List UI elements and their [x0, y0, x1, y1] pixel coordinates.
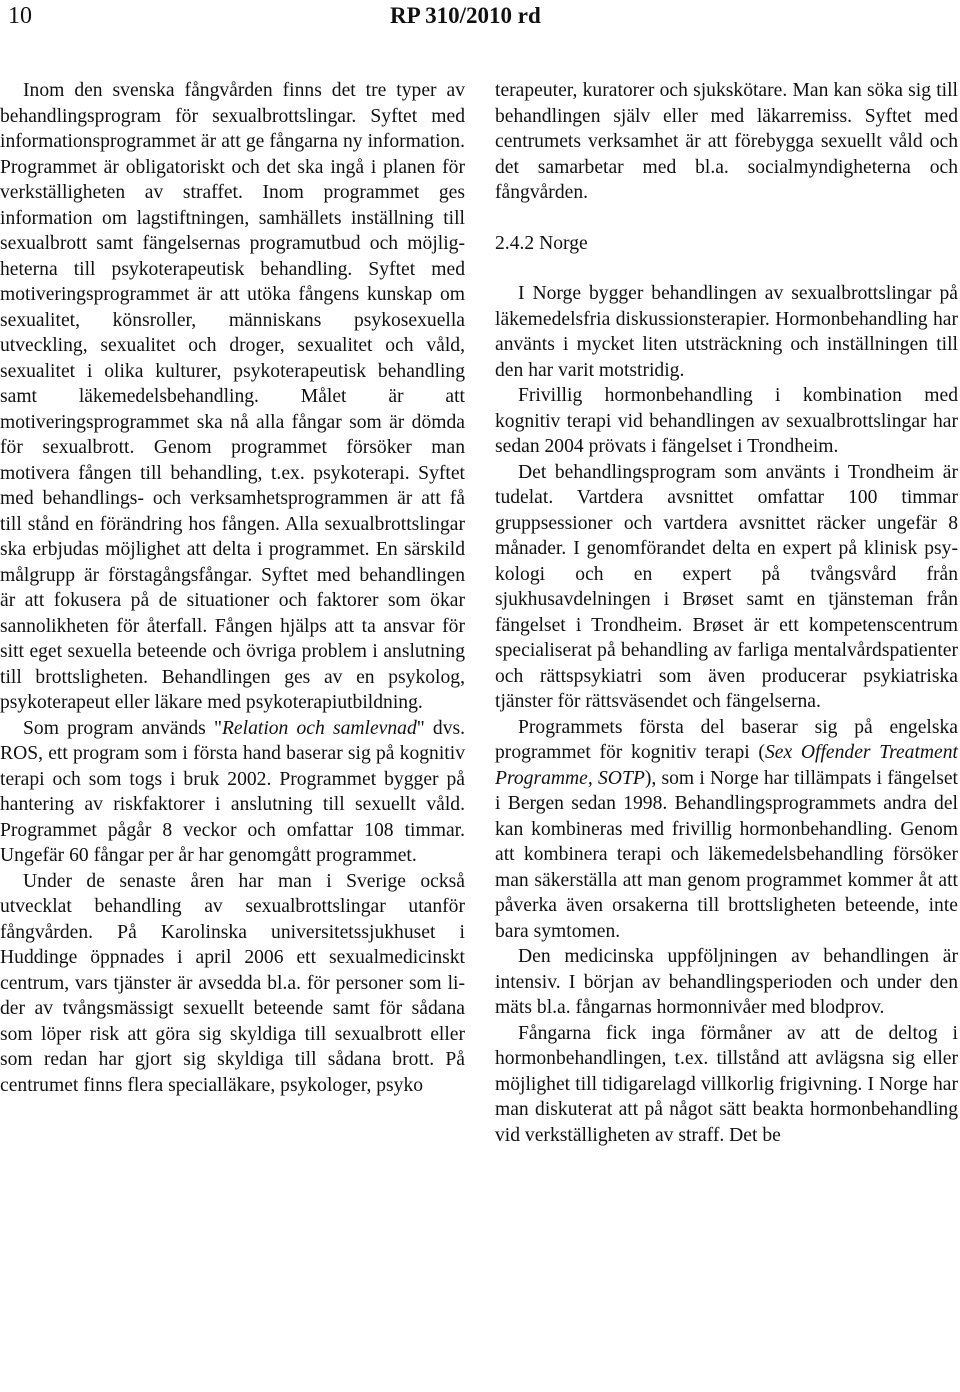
sotp-italic: Sex Offender Treatment Programme, SOTP	[495, 742, 958, 789]
paragraph-trondheim-program: Det behandlingsprogram som använts i Trondheim är tudelat. Vartdera avsnittet omfattar 100 timmar gruppsessioner och vartdera avsnittet räcker ungefär 8 månader. I genomförandet delta en expert på klinisk psykologi och en expert på tvångsvård från sjukhusavdelningen i Brøset samt en tjänsteman från fängelset i Trondheim. Brøset är ett kompetenscentrum specialiserat på behandling av farliga mentalvårdspatienter och rättspsykiatri som även producerar psykiatriska tjänster för rättsväsendet och fängelserna.	[495, 461, 958, 712]
paragraph-ros: Som program används "Relation och samlevnad" dvs. ROS, ett program som i första hand baserar sig på kognitiv terapi och som togs i bruk 2002. Programmet bygger på hantering av riskfaktorer i anslutning till sexuellt våld. Programmet pågår 8 veckor och omfattar 108 timmar. Ungefär 60 fångar per år har genomgått programmet.	[0, 717, 466, 866]
page-number: 10	[8, 3, 32, 29]
paragraph-sotp: Programmets första del baserar sig på engelska programmet för kognitiv terapi (Sex Offender Treatment Programme, SOTP), som i Norge har tillämpats i fängelset i Bergen sedan 1998. Behandlingsprogrammets andra del kan kombineras med frivillig hormonbehandling. Genom att kombinera terapi och läkemedelsbehandling försöker man säkerställa att man genom programmet kommer åt att påverka även orsakerna till brottsligheten beteende, inte bara symtomen.	[495, 716, 958, 942]
paragraph-outside-care: Under de senaste åren har man i Sverige också utvecklat behandling av sexualbrottslingar utanför fångvården. På Karolinska universitetssjukhuset i Huddinge öppnades i april 2006 ett sexualmedicinskt centrum, vars tjänster är avsedda bl.a. för personer som lider av tvångsmässigt sexuellt beteende samt för sådana som löper risk att göra sig skyldiga till sexualbrott eller som redan har gjort sig skyldiga till sådana brott. På centrumet finns flera specialläkare, psykologer, psyko	[0, 870, 465, 1096]
paragraph-hormone-trial: Frivillig hormonbehandling i kombination med kognitiv terapi vid behandlingen av sexualbrottslingar har sedan 2004 prövats i fängelset i Trondheim.	[495, 385, 958, 457]
right-column	[495, 78, 958, 1148]
document-id: RP 310/2010 rd	[390, 3, 541, 28]
page-header	[0, 0, 960, 40]
paragraph-program-types: Inom den svenska fångvården finns det tre typer av behandlingsprogram för sexualbrottslingar. Syftet med informationsprogrammet är att ge fångarna ny information. Programmet är obligatoriskt och det ska ingå i planen för verkställigheten av straffet. Inom programmet ges information om lagstiftningen, samhällets inställning till sexualbrott samt fängelsernas programutbud och möjligheterna till psykoterapeutisk behandling. Syftet med motiveringsprogrammet är att utöka fångens kunskap om sexualitet, könsroller, människans psykosexuella utveckling, sexualitet och droger, sexualitet och våld, sexualitet i olika kulturer, psykoterapeutisk behandling samt läkemedelsbehandling. Målet är att motiveringsprogrammet ska nå alla fångar som är dömda för sexualbrott. Genom programmet försöker man motivera fången till behandling, t.ex. psykoterapi. Syftet med behandlings- och verksamhetsprogrammen är att få till stånd en förändring hos fången. Alla sexualbrottslingar ska erbjudas möjlighet att delta i programmet. En särskild målgrupp är förstagångsfångar. Syftet med behandlingen är att fokusera på de situationer och faktorer som ökar sannolikheten för återfall. Fången hjälps att ta ansvar för sitt eget sexuella beteende och övriga problem i anslutning till brottsligheten. Behandlingen ges av en psykolog, psykoterapeut eller läkare med psykoterapiutbildning.	[0, 80, 465, 713]
section-heading-norge: 2.4.2 Norge	[495, 232, 588, 254]
paragraph-continuation: terapeuter, kuratorer och sjukskötare. Man kan söka sig till behandlingen själv eller med läkarremiss. Syftet med centrumets verksamhet är att förebygga sexuellt våld och det samarbetar med bl.a. socialmyndigheterna och fångvården.	[495, 80, 958, 203]
left-column	[0, 78, 465, 1098]
paragraph-benefits: Fångarna fick inga förmåner av att de deltog i hormonbehandlingen, t.ex. tillstånd att avlägsna sig eller möjlighet till tidigarelagd villkorlig frigivning. I Norge har man diskuterat att på något sätt beakta hormonbehandling vid verkställigheten av straff. Det be	[495, 1022, 958, 1146]
paragraph-medical-followup: Den medicinska uppföljningen av behandlingen är intensiv. I början av behandlingsperioden och under den mäts bl.a. fångarnas hormonnivåer med blodprov.	[495, 946, 958, 1018]
program-name-italic: Relation och samlevnad	[221, 717, 417, 739]
paragraph-norge-intro: I Norge bygger behandlingen av sexualbrottslingar på läkemedelsfria diskussionsterapier. Hormonbehandling har använts i mycket liten utsträckning och inställningen till den har varit motstridig.	[495, 283, 958, 381]
